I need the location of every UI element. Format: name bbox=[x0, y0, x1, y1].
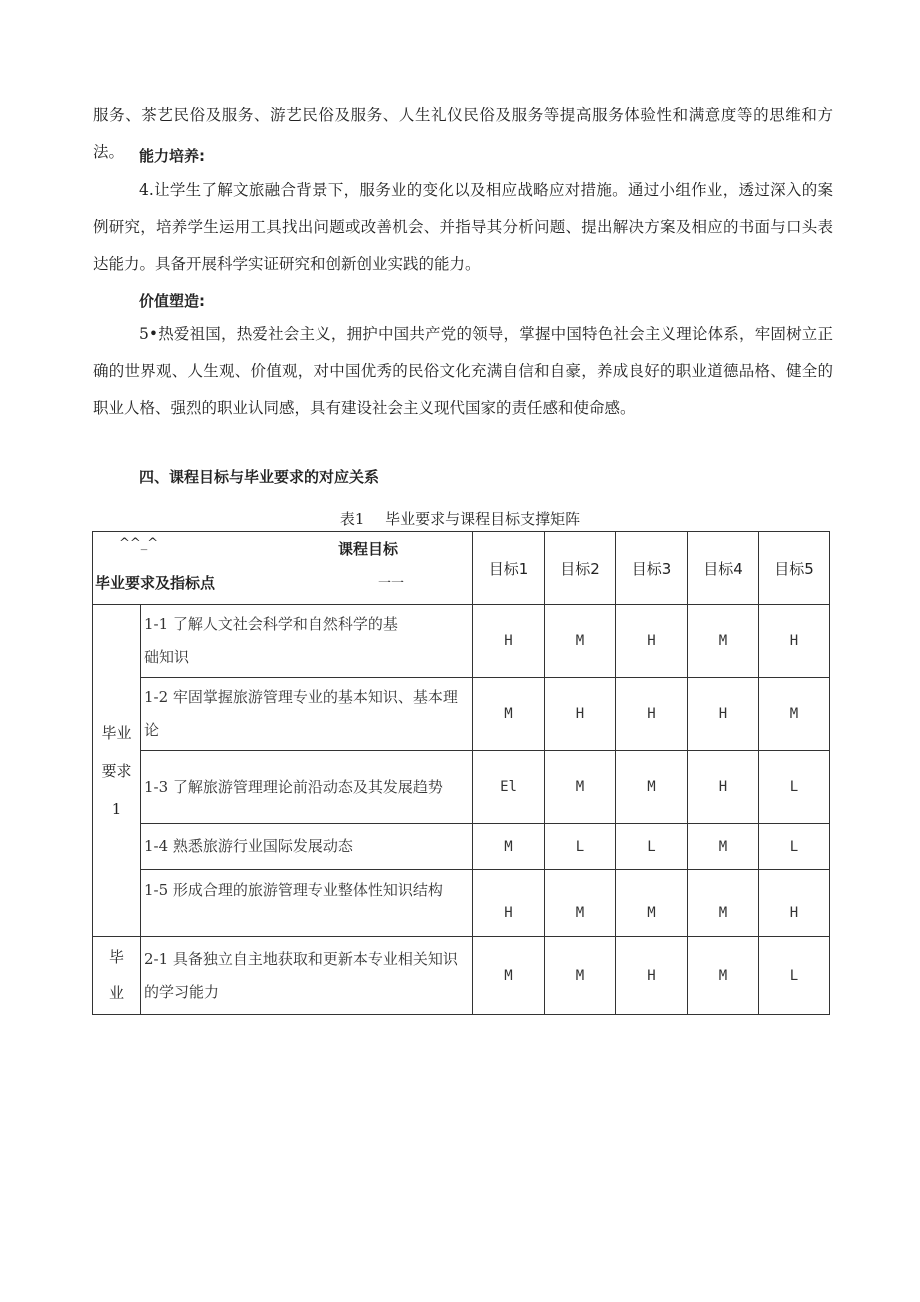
indicator-cell bbox=[141, 605, 473, 678]
indicator-text: 的学习能力 bbox=[144, 982, 220, 1001]
table-row bbox=[93, 678, 830, 751]
table-corner-cell bbox=[93, 532, 473, 605]
value-cell: M bbox=[688, 937, 759, 1015]
value-cell: L bbox=[759, 824, 830, 870]
requirement-group-2 bbox=[93, 937, 141, 1015]
paragraph-goal-4: 4.让学生了解文旅融合背景下，服务业的变化以及相应战略应对措施。通过小组作业，透过深入的案例研究，培养学生运用工具找出问题或改善机会、并指导其分析问题、提出解决方案及相应的书面与口头表达能力。具备开展科学实证研究和创新创业实践的能力。 bbox=[93, 181, 833, 273]
table-caption-text: 毕业要求与课程目标支撑矩阵 bbox=[385, 510, 581, 528]
heading-ability: 能力培养: bbox=[139, 147, 205, 165]
indicator-text: 础知识 bbox=[144, 648, 190, 666]
group-label-line: 业 bbox=[108, 984, 124, 1002]
indicator-cell bbox=[141, 870, 473, 937]
indicator-cell bbox=[141, 678, 473, 751]
value-cell: M bbox=[616, 870, 688, 937]
table-caption bbox=[0, 508, 920, 529]
header-goal-5: 目标5 bbox=[759, 532, 830, 605]
group-label-line: 1 bbox=[111, 799, 122, 818]
group-label-line: 毕业 bbox=[101, 723, 132, 742]
corner-top-label: 课程目标 bbox=[338, 540, 399, 558]
value-cell: L bbox=[616, 824, 688, 870]
paragraph-continued: 服务、茶艺民俗及服务、游艺民俗及服务、人生礼仪民俗及服务等提高服务体验性和满意度等的思维和方法。 bbox=[93, 106, 833, 161]
header-goal-3: 目标3 bbox=[616, 532, 688, 605]
heading-value: 价值塑造: bbox=[139, 292, 205, 310]
requirement-group-1 bbox=[93, 605, 141, 937]
table-row bbox=[93, 937, 830, 1015]
value-cell: M bbox=[545, 751, 616, 824]
value-cell: M bbox=[545, 937, 616, 1015]
value-cell: L bbox=[759, 751, 830, 824]
value-cell: H bbox=[473, 605, 545, 678]
table-row bbox=[93, 824, 830, 870]
indicator-cell bbox=[141, 937, 473, 1015]
corner-dash: 一一 bbox=[378, 576, 405, 591]
table-header-row bbox=[93, 532, 830, 605]
value-cell: H bbox=[759, 870, 830, 937]
table-caption-number: 表1 bbox=[339, 510, 365, 528]
indicator-text: 1-4 熟悉旅游行业国际发展动态 bbox=[144, 837, 353, 855]
value-cell: M bbox=[688, 824, 759, 870]
value-cell: M bbox=[688, 870, 759, 937]
indicator-text: 2-1 具备独立自主地获取和更新本专业相关知识 bbox=[144, 949, 458, 968]
indicator-text: 1-1 了解人文社会科学和自然科学的基 bbox=[144, 615, 398, 633]
indicator-text: 1-5 形成合理的旅游管理专业整体性知识结构 bbox=[144, 881, 443, 899]
value-cell: H bbox=[473, 870, 545, 937]
section-title: 四、课程目标与毕业要求的对应关系 bbox=[139, 468, 380, 486]
value-cell: H bbox=[688, 678, 759, 751]
table-row bbox=[93, 605, 830, 678]
value-cell: M bbox=[473, 824, 545, 870]
corner-mark: ^^_^ bbox=[119, 536, 159, 551]
value-cell: L bbox=[759, 937, 830, 1015]
value-cell: L bbox=[545, 824, 616, 870]
paragraph-goal-5: 5•热爱祖国，热爱社会主义，拥护中国共产党的领导，掌握中国特色社会主义理论体系，牢固树立正确的世界观、人生观、价值观，对中国优秀的民俗文化充满自信和自豪，养成良好的职业道德品格、健全的职业人格、强烈的职业认同感，具有建设社会主义现代国家的责任感和使命感。 bbox=[93, 325, 833, 417]
indicator-text: 论 bbox=[144, 721, 160, 739]
indicator-text: 1-3 了解旅游管理理论前沿动态及其发展趋势 bbox=[144, 777, 443, 796]
value-cell: H bbox=[616, 937, 688, 1015]
value-cell: M bbox=[688, 605, 759, 678]
value-cell: M bbox=[473, 678, 545, 751]
support-matrix-table bbox=[92, 531, 830, 1015]
value-cell: H bbox=[759, 605, 830, 678]
value-cell: M bbox=[473, 937, 545, 1015]
value-cell: H bbox=[616, 678, 688, 751]
corner-bottom-label: 毕业要求及指标点 bbox=[95, 574, 216, 592]
value-cell: M bbox=[759, 678, 830, 751]
header-goal-4: 目标4 bbox=[688, 532, 759, 605]
header-goal-1: 目标1 bbox=[473, 532, 545, 605]
indicator-text: 1-2 牢固掌握旅游管理专业的基本知识、基本理 bbox=[144, 688, 458, 706]
value-cell: M bbox=[545, 605, 616, 678]
value-cell: H bbox=[545, 678, 616, 751]
table-row bbox=[93, 870, 830, 937]
indicator-cell bbox=[141, 824, 473, 870]
group-label-line: 要求 bbox=[101, 761, 132, 780]
indicator-cell bbox=[141, 751, 473, 824]
table-row bbox=[93, 751, 830, 824]
value-cell: El bbox=[473, 751, 545, 824]
group-label-line: 毕 bbox=[108, 948, 124, 966]
value-cell: H bbox=[616, 605, 688, 678]
value-cell: M bbox=[545, 870, 616, 937]
value-cell: H bbox=[688, 751, 759, 824]
header-goal-2: 目标2 bbox=[545, 532, 616, 605]
value-cell: M bbox=[616, 751, 688, 824]
